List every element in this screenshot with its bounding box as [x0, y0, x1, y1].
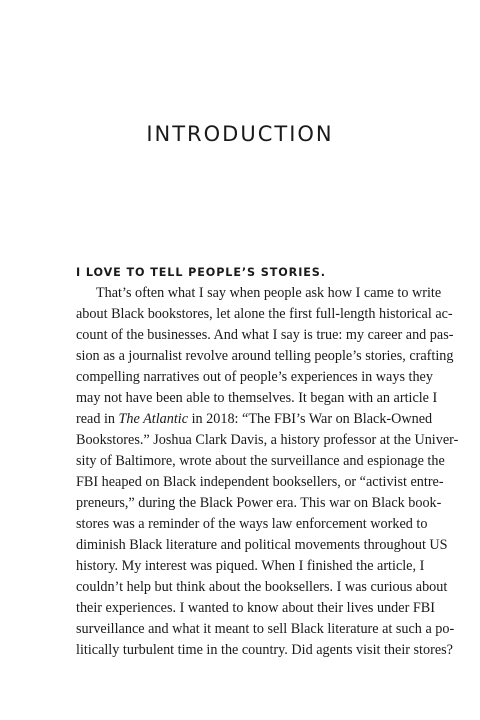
text-line — [76, 535, 448, 556]
lead-in-heading: I LOVE TO TELL PEOPLE’S STORIES. — [76, 266, 326, 279]
text-line — [76, 304, 453, 325]
text-segment: diminish Black literature and political movements throughout US — [76, 537, 448, 553]
paragraph — [76, 283, 459, 661]
text-segment: history. My interest was piqued. When I finished the article, I — [76, 558, 425, 574]
text-line — [76, 577, 448, 598]
text-line — [76, 325, 454, 346]
text-segment: may not have been able to themselves. It began with an article I — [76, 390, 438, 406]
text-segment: FBI heaped on Black independent booksellers, or “activist entre- — [76, 474, 444, 490]
italic-title: The Atlantic — [118, 411, 189, 427]
text-segment: sion as a journalist revolve around telling people’s stories, crafting — [76, 348, 454, 364]
text-line — [76, 346, 454, 367]
text-segment: count of the businesses. And what I say is true: my career and pas- — [76, 327, 454, 343]
text-line — [76, 556, 425, 577]
text-line — [76, 388, 438, 409]
text-segment: about Black bookstores, let alone the first full-length historical ac- — [76, 306, 453, 322]
text-line — [76, 514, 428, 535]
text-line — [76, 493, 442, 514]
text-line — [76, 409, 433, 430]
text-line — [76, 430, 459, 451]
text-segment: litically turbulent time in the country. Did agents visit their stores? — [76, 642, 453, 658]
text-line — [76, 472, 444, 493]
chapter-body — [76, 262, 459, 661]
text-segment: sity of Baltimore, wrote about the surveillance and espionage the — [76, 453, 445, 469]
text-line — [76, 367, 433, 388]
text-segment: That’s often what I say when people ask how I came to write — [96, 285, 442, 301]
text-segment: stores was a reminder of the ways law enforcement worked to — [76, 516, 428, 532]
text-segment: preneurs,” during the Black Power era. This war on Black book- — [76, 495, 442, 511]
text-line — [76, 598, 435, 619]
text-segment: compelling narratives out of people’s experiences in ways they — [76, 369, 433, 385]
text-line — [76, 451, 445, 472]
text-line — [76, 283, 442, 304]
text-segment: surveillance and what it meant to sell Black literature at such a po- — [76, 621, 455, 637]
text-segment: couldn’t help but think about the booksellers. I was curious about — [76, 579, 448, 595]
text-segment: their experiences. I wanted to know about their lives under FBI — [76, 600, 435, 616]
text-line — [76, 640, 453, 661]
text-segment: read in — [76, 411, 119, 427]
text-line — [76, 619, 455, 640]
text-segment: in 2018: “The FBI’s War on Black-Owned — [188, 411, 433, 427]
text-segment: Bookstores.” Joshua Clark Davis, a history professor at the Univer- — [76, 432, 459, 448]
chapter-title: INTRODUCTION — [146, 122, 334, 146]
